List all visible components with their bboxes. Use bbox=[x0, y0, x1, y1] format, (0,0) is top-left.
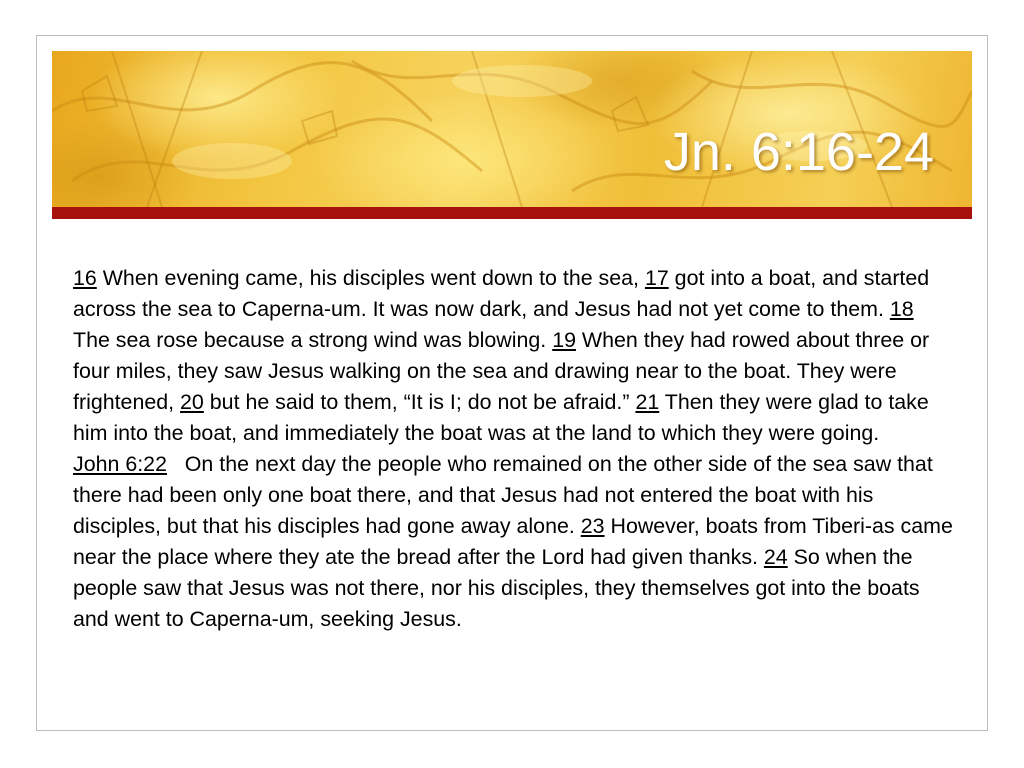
verse-text-17: got into a boat, and started across the sea to Caperna-um. It was now dark, and Jesus had not yet come to them. bbox=[73, 266, 930, 321]
passage-text bbox=[73, 263, 953, 635]
passage-paragraph-2 bbox=[73, 449, 953, 635]
verse-link-18[interactable]: 18 bbox=[889, 297, 914, 321]
verse-link-20[interactable]: 20 bbox=[180, 390, 204, 414]
verse-link-21[interactable]: 21 bbox=[635, 390, 660, 414]
verse-link-17[interactable]: 17 bbox=[644, 266, 669, 290]
verse-link-19[interactable]: 19 bbox=[552, 328, 576, 352]
verse-text-22: On the next day the people who remained on the other side of the sea saw that there had been only one boat there, and that Jesus had not entered the boat with his disciples, but that his disciples had gone away alone. bbox=[73, 452, 939, 538]
verse-link-23[interactable]: 23 bbox=[580, 514, 605, 538]
slide-title: Jn. 6:16-24 bbox=[663, 122, 934, 182]
verse-link-16[interactable]: 16 bbox=[73, 266, 97, 290]
verse-link-john-6-22[interactable]: John 6:22 bbox=[73, 452, 167, 476]
verse-text-19: When they had rowed about three or four miles, they saw Jesus walking on the sea and drawing near to the boat. They were frightened, bbox=[73, 328, 930, 414]
title-banner bbox=[52, 51, 972, 207]
verse-text-23: However, boats from Tiberi-as came near the place where they ate the bread after the Lord had given thanks. bbox=[73, 514, 953, 569]
verse-text-20: but he said to them, “It is I; do not be afraid.” bbox=[203, 390, 636, 414]
passage-paragraph-1 bbox=[73, 263, 953, 449]
title-divider bbox=[52, 207, 972, 219]
verse-text-24: So when the people saw that Jesus was not there, nor his disciples, they themselves got into the boats and went to Caperna-um, seeking Jesus. bbox=[73, 545, 920, 631]
verse-link-24[interactable]: 24 bbox=[763, 545, 788, 569]
verse-text-18: The sea rose because a strong wind was blowing. bbox=[73, 328, 553, 352]
verse-text-21: Then they were glad to take him into the boat, and immediately the boat was at the land to which they were going. bbox=[73, 390, 929, 445]
verse-text-16: When evening came, his disciples went down to the sea, bbox=[96, 266, 645, 290]
